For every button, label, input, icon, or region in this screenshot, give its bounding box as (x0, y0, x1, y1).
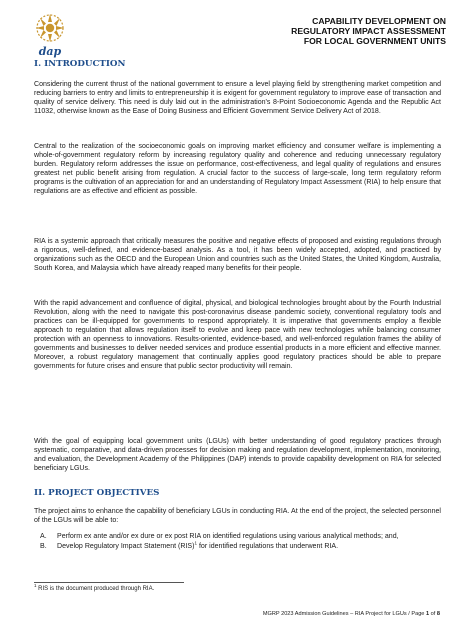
footnote-divider (34, 582, 184, 583)
list-text-before: Develop Regulatory Impact Statement (RIS) (57, 543, 195, 551)
list-item (34, 532, 441, 541)
footer-text: MGRP 2023 Admission Guidelines – RIA Project for LGUs / Page (262, 611, 426, 617)
footnote-reference[interactable]: 1 (194, 540, 197, 546)
page-total: 8 (436, 611, 440, 617)
intro-paragraph-5: With the goal of equipping local government units (LGUs) with better understanding of good regulatory practices through systematic, comparative, and data-driven processes for decision making and regulation development, implementation, monitoring, and evaluation, the Development Academy of the Philippines (DAP) intends to provide capability development on RIA for selected beneficiary LGUs. (34, 438, 441, 473)
dap-logo (30, 10, 70, 60)
page-number: 1 (425, 611, 430, 617)
document-title (186, 16, 446, 46)
footer-of: of (429, 611, 437, 617)
title-line: CAPABILITY DEVELOPMENT ON (312, 16, 446, 26)
page-footer (263, 611, 440, 617)
dap-emblem-icon (30, 10, 70, 60)
intro-paragraph-3: RIA is a systemic approach that critically measures the positive and negative effects of proposed and existing regulations through a rigorous, well-defined, and evidence-based analysis. As a tool, it has been widely accepted, adopted, and practiced by organizations such as the OECD and the European Union and countries such as the United States, the United Kingdom, Australia, South Korea, and Malaysia which have already reaped many benefits for their people. (34, 238, 441, 273)
objectives-heading: II. PROJECT OBJECTIVES (34, 488, 160, 498)
intro-paragraph-2: Central to the realization of the socioeconomic goals on improving market efficiency and consumer welfare is implementing a whole-of-government regulatory reform by increasing regulatory quality and coherence and reducing unnecessary regulatory burden. Regulatory reform addresses the issue on performance, cost-effectiveness, and legal quality of regulations and ensures greatest net public benefit arising from regulation. A crucial factor to the success of large-scale, long term regulatory reform programs is the cultivation of an appreciation for and an understanding of Regulatory Impact Assessment (RIA) to help ensure that regulations are as effective and efficient as possible. (34, 143, 441, 196)
intro-paragraph-1: Considering the current thrust of the national government to ensure a level playing field by strengthening market competition and reducing barriers to entry and limits to entrepreneurship it is exigent for government regulatory to improve ease of transaction and quality of service delivery. This need is duly laid out in the administration's 8-Point Socioeconomic Agenda and the Republic Act 11032, otherwise known as the Ease of Doing Business and Efficient Government Service Delivery Act of 2018. (34, 81, 441, 116)
footnote (34, 583, 155, 592)
list-text: Perform ex ante and/or ex dure or ex post RIA on identified regulations using various analytical methods; and, (57, 533, 399, 540)
footnote-number: 1 (34, 583, 37, 588)
objectives-intro: The project aims to enhance the capability of beneficiary LGUs in conducting RIA. At the end of the project, the selected personnel of the LGUs will be able to: (34, 508, 441, 525)
logo-text: dap (38, 45, 62, 58)
introduction-heading: I. INTRODUCTION (34, 59, 126, 69)
list-marker: B. (40, 543, 47, 551)
objectives-list (34, 532, 441, 551)
list-item (34, 542, 441, 551)
intro-paragraph-4: With the rapid advancement and confluence of digital, physical, and biological technologies brought about by the Fourth Industrial Revolution, along with the need to navigate this post-coronavirus disease pandemic society, conventional regulatory tools and practices can be ill-equipped for governments to respond appropriately. It is imperative that governments employ a flexible approach to regulation that allows regulation itself to evolve and keep pace with new technologies while balancing consumer protection with an openness to innovations. Results-oriented, evidence-based, and well-enforced regulation frames the ability of governments and businesses to deliver needed services and produce essential products in a more efficient and effective manner. Moreover, a robust regulatory management that continually applies good regulatory practices should be able to prepare governments for future crises and ensure that public sector productivity will remain. (34, 300, 441, 371)
list-marker: A. (40, 533, 47, 540)
title-line: REGULATORY IMPACT ASSESSMENT (291, 26, 446, 36)
list-text (57, 542, 441, 551)
list-text-after: for identified regulations that underwent RIA. (197, 543, 339, 551)
title-line: FOR LOCAL GOVERNMENT UNITS (303, 36, 446, 46)
footnote-text: RIS is the document produced through RIA. (36, 586, 155, 592)
